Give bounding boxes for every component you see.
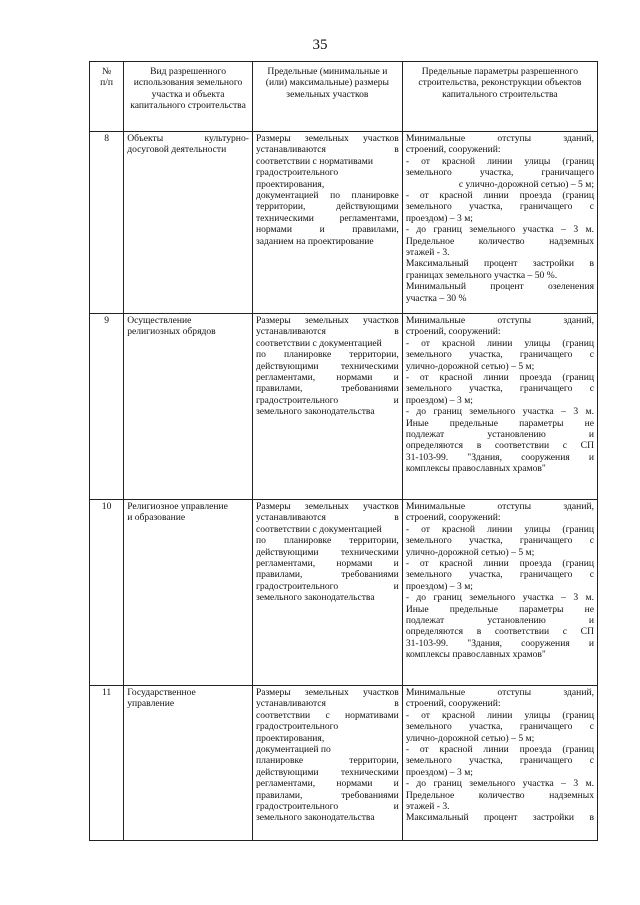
header-land-plot-sizes <box>252 62 402 132</box>
construction-parameters-cell <box>402 500 597 686</box>
table-row-religious-administration <box>90 500 598 686</box>
page-number: 35 <box>312 37 328 53</box>
construction-parameters-cell-line: Минимальные отступы зданий, <box>405 315 594 326</box>
land-plot-size-cell-line: градостроительного и <box>255 580 399 592</box>
construction-parameters-cell-line: Иные предельные параметры не <box>405 417 594 429</box>
construction-parameters-cell-line: - до границ земельного участка – 3 м. <box>405 406 594 418</box>
land-plot-size-cell-line: устанавливаются в <box>255 326 399 338</box>
construction-parameters-cell-line: земельного участка, граничащего с <box>405 569 594 581</box>
table-header-row <box>90 62 598 132</box>
table-row-cultural-leisure <box>90 132 598 314</box>
construction-parameters-cell-line: земельного участка, граничащего с <box>405 721 594 733</box>
land-plot-size-cell-line: проектирования, <box>255 178 325 190</box>
land-plot-size-cell-line: устанавливаются в <box>255 698 399 710</box>
permitted-use-cell-line: Осуществление <box>127 315 192 326</box>
construction-parameters-cell-line: - от красной линии улицы (границ <box>405 709 594 721</box>
construction-parameters-cell-line: участка – 30 % <box>405 292 467 304</box>
construction-parameters-cell-line: строений, сооружений: <box>405 512 501 524</box>
land-plot-size-cell-line: правилами, требованиями <box>255 383 399 395</box>
land-plot-size-cell-line: заданием на проектирование <box>255 235 374 247</box>
land-plot-size-cell-line: Размеры земельных участков <box>255 133 399 144</box>
land-plot-size-cell <box>252 314 402 500</box>
construction-parameters-cell-line: - от красной линии проезда (границ <box>405 744 594 756</box>
land-plot-size-cell-line: соответствии с нормативами <box>255 709 399 721</box>
permitted-use-cell-line: управление <box>127 698 175 710</box>
row-number: 9 <box>90 314 124 500</box>
permitted-use-cell <box>124 132 253 314</box>
row-number: 10 <box>90 500 124 686</box>
land-plot-size-cell-line: соответствии с нормативами <box>255 155 373 167</box>
construction-parameters-cell-line: Минимальные отступы зданий, <box>405 687 594 698</box>
construction-parameters-cell <box>402 686 597 841</box>
header-permitted-use <box>124 62 253 132</box>
permitted-use-cell <box>124 314 253 500</box>
construction-parameters-cell-line: Предельное количество надземных <box>405 789 594 801</box>
construction-parameters-cell-line: - от красной линии улицы (границ <box>405 155 594 167</box>
construction-parameters-cell-line: Максимальный процент застройки в <box>405 258 594 270</box>
land-plot-size-cell-line: устанавливаются в <box>255 512 399 524</box>
construction-parameters-cell-line: - от красной линии проезда (границ <box>405 558 594 570</box>
land-plot-size-cell-line: устанавливаются в <box>255 144 399 156</box>
land-plot-size-cell-line: действующими техническими <box>255 546 399 558</box>
construction-parameters-cell-line: земельного участка, граничащего с <box>405 349 594 361</box>
land-plot-size-cell-line: земельного законодательства <box>255 592 375 604</box>
construction-parameters-cell <box>402 314 597 500</box>
land-plot-size-cell-line: соответствии с документацией <box>255 337 382 349</box>
land-plot-size-cell-line: по планировке территории, <box>255 535 399 547</box>
construction-parameters-cell-line: подлежат установлению и <box>405 615 594 627</box>
construction-parameters-cell-line: этажей - 3. <box>405 247 450 259</box>
construction-parameters-cell-line: улично-дорожной сетью) – 5 м; <box>405 546 535 558</box>
permitted-use-cell-line: досуговой деятельности <box>127 144 227 156</box>
construction-parameters-cell-line: Минимальные отступы зданий, <box>405 501 594 512</box>
land-plot-size-cell-line: регламентами, нормами и <box>255 778 399 790</box>
construction-parameters-cell-line: - от красной линии проезда (границ <box>405 190 594 202</box>
header-number-text: № п/п <box>100 66 114 89</box>
construction-parameters-cell-line: с улично-дорожной сетью) – 5 м; <box>458 178 594 190</box>
header-land-plot-sizes-text: Предельные (минимальные и (или) максимальные) размеры земельных участков <box>265 66 389 100</box>
land-plot-size-cell <box>252 500 402 686</box>
construction-parameters-cell-line: земельного участка, граничащего с <box>405 755 594 767</box>
construction-parameters-cell-line: проездом) – 3 м; <box>405 394 473 406</box>
land-plot-size-cell-line: территории, действующими <box>255 201 399 213</box>
header-construction-parameters <box>402 62 597 132</box>
land-plot-size-cell-line: нормами и правилами, <box>255 224 399 236</box>
construction-parameters-cell-line: - от красной линии улицы (границ <box>405 523 594 535</box>
construction-parameters-cell-line: улично-дорожной сетью) – 5 м; <box>405 732 535 744</box>
land-plot-size-cell-line: планировке территории, <box>255 755 399 767</box>
construction-parameters-cell-line: - до границ земельного участка – 3 м. <box>405 592 594 604</box>
permitted-use-cell-line: Религиозное управление <box>127 501 228 512</box>
land-plot-size-cell-line: техническими регламентами, <box>255 212 399 224</box>
construction-parameters-cell-line: - до границ земельного участка – 3 м. <box>405 778 594 790</box>
construction-parameters-cell-line: подлежат установлению и <box>405 429 594 441</box>
construction-parameters-cell-line: - до границ земельного участка – 3 м. <box>405 224 594 236</box>
construction-parameters-cell-line: Предельное количество надземных <box>405 235 594 247</box>
permitted-use-cell-line: Объекты культурно- <box>127 133 249 144</box>
land-plot-size-cell-line: по планировке территории, <box>255 349 399 361</box>
land-plot-size-cell-line: градостроительного и <box>255 394 399 406</box>
permitted-use-cell-line: Государственное <box>127 687 196 698</box>
construction-parameters-cell-line: этажей - 3. <box>405 801 450 813</box>
construction-parameters-cell-line: границах земельного участка – 50 %. <box>405 269 558 281</box>
construction-parameters-cell-line: строений, сооружений: <box>405 144 501 156</box>
construction-parameters-cell-line: 31-103-99. "Здания, сооружения и <box>405 451 594 463</box>
land-plot-size-cell-line: Размеры земельных участков <box>255 315 399 326</box>
header-number <box>90 62 124 132</box>
construction-parameters-cell-line: проездом) – 3 м; <box>405 766 473 778</box>
permitted-use-cell-line: религиозных обрядов <box>127 326 216 338</box>
land-plot-size-cell-line: действующими техническими <box>255 766 399 778</box>
permitted-use-cell <box>124 500 253 686</box>
construction-parameters-cell-line: Минимальный процент озеленения <box>405 281 594 293</box>
row-number: 8 <box>90 132 124 314</box>
construction-parameters-cell-line: комплексы православных храмов" <box>405 463 546 475</box>
construction-parameters-cell-line: - от красной линии улицы (границ <box>405 337 594 349</box>
construction-parameters-cell-line: проездом) – 3 м; <box>405 580 473 592</box>
header-construction-parameters-text: Предельные параметры разрешенного строительства, реконструкции объектов капитального строительства <box>418 66 582 100</box>
construction-parameters-cell-line: - от красной линии проезда (границ <box>405 372 594 384</box>
land-plot-size-cell-line: правилами, требованиями <box>255 789 399 801</box>
construction-parameters-cell-line: определяются в соответствии с СП <box>405 626 594 638</box>
row-number: 11 <box>90 686 124 841</box>
land-plot-size-cell-line: документацией по планировке <box>255 190 399 202</box>
table-row-public-administration <box>90 686 598 841</box>
construction-parameters-cell-line: улично-дорожной сетью) – 5 м; <box>405 360 535 372</box>
header-permitted-use-text: Вид разрешенного использования земельного участка и объекта капитального строительства <box>130 66 246 112</box>
land-plot-size-cell-line: правилами, требованиями <box>255 569 399 581</box>
construction-parameters-cell-line: Иные предельные параметры не <box>405 603 594 615</box>
land-plot-size-cell <box>252 132 402 314</box>
construction-parameters-cell-line: Минимальные отступы зданий, <box>405 133 594 144</box>
land-plot-size-cell-line: земельного законодательства <box>255 406 375 418</box>
land-plot-size-cell-line: соответствии с документацией <box>255 523 382 535</box>
land-plot-size-cell-line: регламентами, нормами и <box>255 372 399 384</box>
land-use-regulations-table <box>89 61 598 841</box>
construction-parameters-cell-line: Максимальный процент застройки в <box>405 812 594 824</box>
land-plot-size-cell-line: градостроительного <box>255 167 339 179</box>
permitted-use-cell-line: и образование <box>127 512 186 524</box>
land-plot-size-cell-line: регламентами, нормами и <box>255 558 399 570</box>
permitted-use-cell <box>124 686 253 841</box>
land-plot-size-cell-line: действующими техническими <box>255 360 399 372</box>
construction-parameters-cell-line: земельного участка, граничащего <box>405 167 594 179</box>
construction-parameters-cell-line: комплексы православных храмов" <box>405 649 546 661</box>
land-plot-size-cell-line: документацией по <box>255 744 331 756</box>
land-plot-size-cell-line: земельного законодательства <box>255 812 375 824</box>
construction-parameters-cell-line: земельного участка, граничащего с <box>405 383 594 395</box>
land-plot-size-cell-line: градостроительного и <box>255 801 399 813</box>
construction-parameters-cell-line: земельного участка, граничащего с <box>405 535 594 547</box>
construction-parameters-cell-line: проездом) – 3 м; <box>405 212 473 224</box>
land-plot-size-cell-line: Размеры земельных участков <box>255 501 399 512</box>
construction-parameters-cell-line: земельного участка, граничащего с <box>405 201 594 213</box>
construction-parameters-cell <box>402 132 597 314</box>
construction-parameters-cell-line: строений, сооружений: <box>405 326 501 338</box>
construction-parameters-cell-line: строений, сооружений: <box>405 698 501 710</box>
land-plot-size-cell <box>252 686 402 841</box>
construction-parameters-cell-line: 31-103-99. "Здания, сооружения и <box>405 637 594 649</box>
land-plot-size-cell-line: проектирования, <box>255 732 325 744</box>
table-row-religious-rites <box>90 314 598 500</box>
land-plot-size-cell-line: градостроительного <box>255 721 339 733</box>
land-plot-size-cell-line: Размеры земельных участков <box>255 687 399 698</box>
construction-parameters-cell-line: определяются в соответствии с СП <box>405 440 594 452</box>
